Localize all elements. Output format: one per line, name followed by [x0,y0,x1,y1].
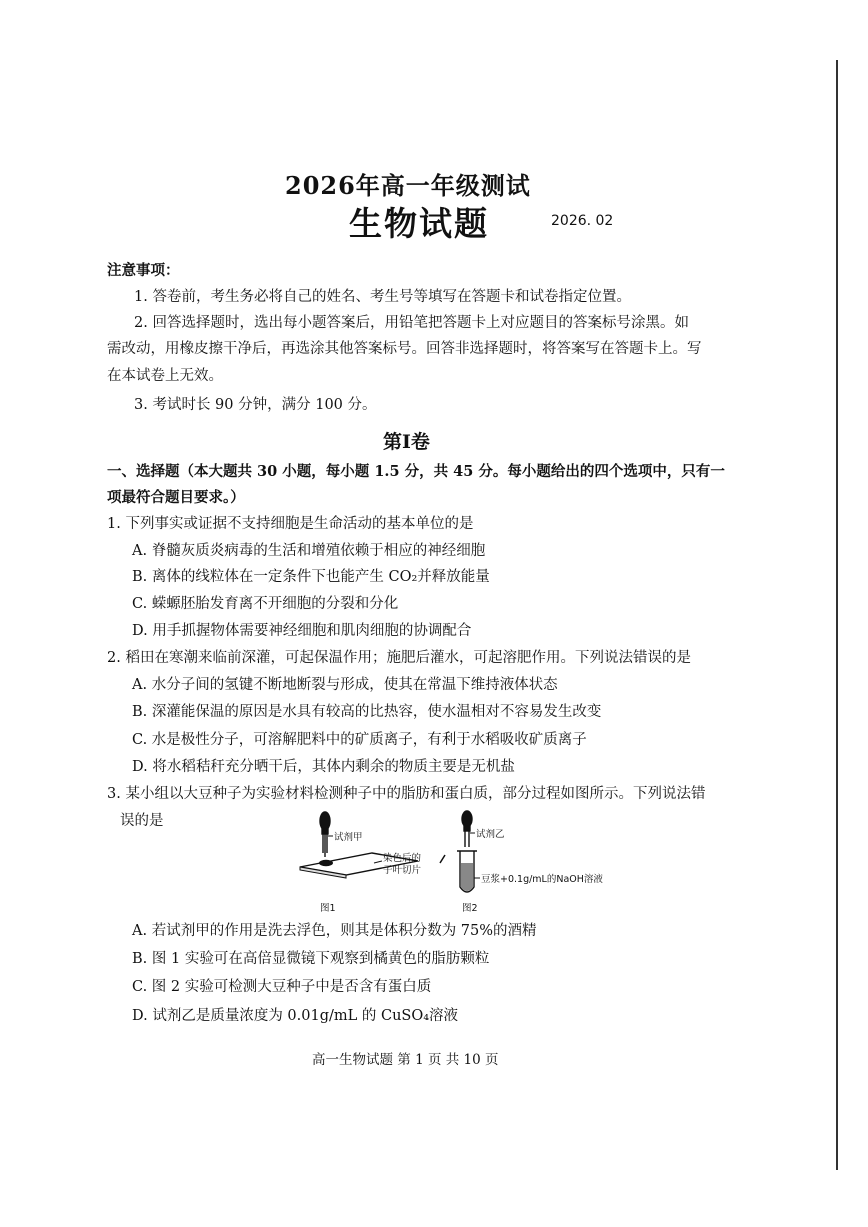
notice-item-1: 1. 答卷前，考生务必将自己的姓名、考生号等填写在答题卡和试卷指定位置。 [134,289,631,305]
divider-mark [440,855,445,863]
q3-stem-line-2: 误的是 [120,813,164,829]
q3-option-c: C. 图 2 实验可检测大豆种子中是否含有蛋白质 [132,979,432,995]
slice-label-line-2: 子叶切片 [383,865,422,876]
figure-1-caption: 图1 [320,903,336,914]
page-footer: 高一生物试题 第 1 页 共 10 页 [312,1052,499,1068]
figure-1-dropper [320,812,330,857]
soymilk-solution [461,863,473,891]
figure-2-caption: 图2 [462,903,478,914]
section-title: 第Ⅰ卷 [383,431,430,453]
notice-item-2-line-1: 2. 回答选择题时，选出每小题答案后，用铅笔把答题卡上对应题目的答案标号涂黑。如 [134,315,689,331]
q1-option-a: A. 脊髓灰质炎病毒的生活和增殖依赖于相应的神经细胞 [132,543,486,559]
q3-option-b: B. 图 1 实验可在高倍显微镜下观察到橘黄色的脂肪颗粒 [132,951,490,967]
figure-2-dropper [462,811,472,847]
q1-option-c: C. 蝾螈胚胎发育离不开细胞的分裂和分化 [132,596,399,612]
q3-option-a: A. 若试剂甲的作用是洗去浮色，则其是体积分数为 75%的酒精 [132,923,537,939]
q3-stem-line-1: 3. 某小组以大豆种子为实验材料检测种子中的脂肪和蛋白质，部分过程如图所示。下列说法错 [107,786,706,802]
q2-option-a: A. 水分子间的氢键不断地断裂与形成，使其在常温下维持液体状态 [132,677,558,693]
part1-heading-line-2: 项最符合题目要求。） [107,489,245,506]
q2-stem: 2. 稻田在寒潮来临前深灌，可起保温作用；施肥后灌水，可起溶肥作用。下列说法错误的是 [107,650,691,666]
figure-1-reagent-label: 试剂甲 [334,832,363,843]
q3-experiment-figure [270,805,620,915]
q3-option-d: D. 试剂乙是质量浓度为 0.01g/mL 的 CuSO₄溶液 [132,1008,459,1024]
test-tube [457,851,477,892]
figure-2-reagent-label: 试剂乙 [476,829,505,840]
notice-item-2-line-2: 需改动，用橡皮擦干净后，再选涂其他答案标号。回答非选择题时，将答案写在答题卡上。写 [107,341,702,357]
q2-option-d: D. 将水稻秸秆充分晒干后，其体内剩余的物质主要是无机盐 [132,759,515,775]
q1-option-b: B. 离体的线粒体在一定条件下也能产生 CO₂并释放能量 [132,569,490,585]
q1-option-d: D. 用手抓握物体需要神经细胞和肌肉细胞的协调配合 [132,623,472,639]
part1-heading-line-1: 一、选择题（本大题共 30 小题，每小题 1.5 分，共 45 分。每小题给出的四个选项中，只有一 [107,463,725,480]
tube-content-label: 豆浆+0.1g/mL的NaOH溶液 [481,874,603,885]
subject-title: 生物试题 [349,204,489,243]
cotyledon-slice [319,860,333,866]
exam-date: 2026. 02 [551,213,614,229]
q1-stem: 1. 下列事实或证据不支持细胞是生命活动的基本单位的是 [107,516,474,532]
page-edge-line [836,60,838,1170]
exam-title: 2026年高一年级测试 [285,171,531,200]
notice-heading: 注意事项： [107,262,180,279]
q2-option-b: B. 深灌能保温的原因是水具有较高的比热容，使水温相对不容易发生改变 [132,704,602,720]
slice-label-line-1: 染色后的 [383,853,422,864]
notice-item-2-line-3: 在本试卷上无效。 [107,368,223,384]
notice-item-3: 3. 考试时长 90 分钟，满分 100 分。 [134,397,377,413]
q2-option-c: C. 水是极性分子，可溶解肥料中的矿质离子，有利于水稻吸收矿质离子 [132,732,587,748]
